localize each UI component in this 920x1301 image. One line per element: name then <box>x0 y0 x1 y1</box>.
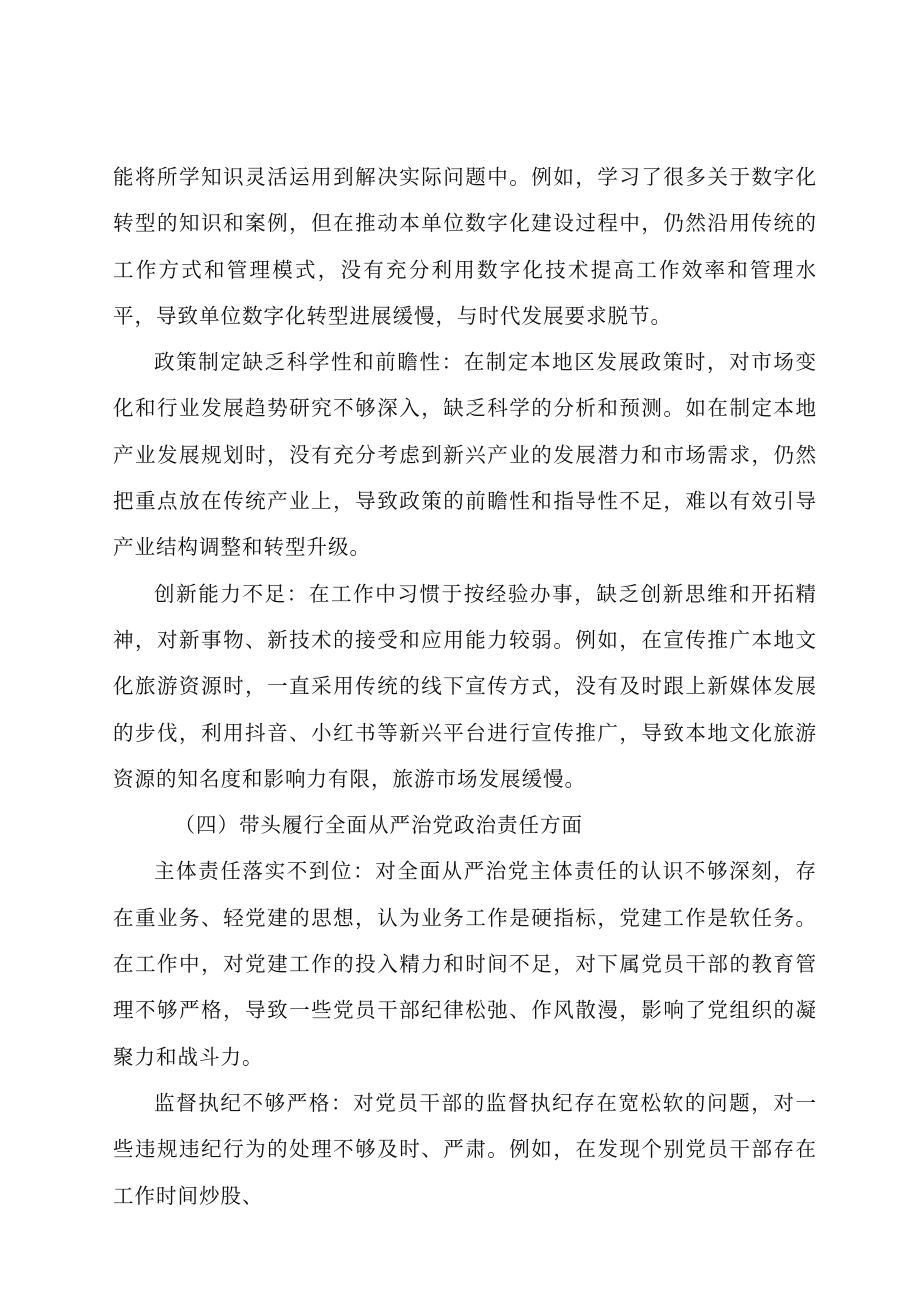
body-paragraph-continuation: 能将所学知识灵活运用到解决实际问题中。例如，学习了很多关于数字化转型的知识和案例，但在推动本单位数字化建设过程中，仍然沿用传统的工作方式和管理模式，没有充分利用数字化技术提高工作效率和管理水平，导致单位数字化转型进展缓慢，与时代发展要求脱节。 <box>113 165 817 328</box>
body-paragraph-main-responsibility: 主体责任落实不到位：对全面从严治党主体责任的认识不够深刻，存在重业务、轻党建的思想，认为业务工作是硬指标，党建工作是软任务。在工作中，对党建工作的投入精力和时间不足，对下属党员干部的教育管理不够严格，导致一些党员干部纪律松弛、作风散漫，影响了党组织的凝聚力和战斗力。 <box>113 859 817 1069</box>
document-page <box>113 154 817 1219</box>
body-paragraph-policy-making: 政策制定缺乏科学性和前瞻性：在制定本地区发展政策时，对市场变化和行业发展趋势研究不够深入，缺乏科学的分析和预测。如在制定本地产业发展规划时，没有充分考虑到新兴产业的发展潜力和市场需求，仍然把重点放在传统产业上，导致政策的前瞻性和指导性不足，难以有效引导产业结构调整和转型升级。 <box>113 350 817 560</box>
body-paragraph-supervision: 监督执纪不够严格：对党员干部的监督执纪存在宽松软的问题，对一些违规违纪行为的处理不够及时、严肃。例如，在发现个别党员干部存在工作时间炒股、 <box>113 1090 817 1208</box>
section-heading-four: （四）带头履行全面从严治党政治责任方面 <box>174 813 583 838</box>
body-paragraph-innovation: 创新能力不足：在工作中习惯于按经验办事，缺乏创新思维和开拓精神，对新事物、新技术的接受和应用能力较弱。例如，在宣传推广本地文化旅游资源时，一直采用传统的线下宣传方式，没有及时跟上新媒体发展的步伐，利用抖音、小红书等新兴平台进行宣传推广，导致本地文化旅游资源的知名度和影响力有限，旅游市场发展缓慢。 <box>113 581 817 791</box>
